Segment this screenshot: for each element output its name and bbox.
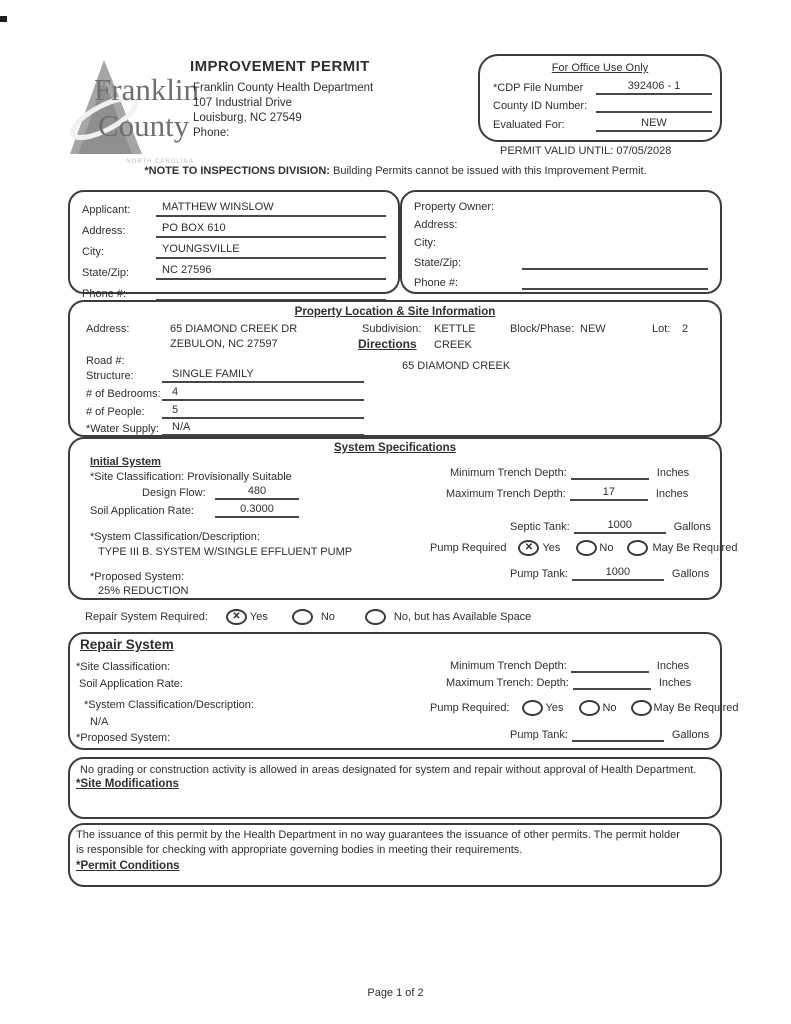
permit-conditions-line2: is responsible for checking with appropriate governing bodies in meeting their requirements. [76,844,523,856]
repair-soil-rate-label: Soil Application Rate: [79,678,183,690]
property-section-header: Property Location & Site Information [294,306,496,318]
property-address-line1: 65 DIAMOND CREEK DR [170,323,298,335]
owner-address-label: Address: [414,219,458,231]
repair-required-row [85,609,531,625]
logo-text-franklin: Franklin [94,72,200,107]
max-trench-unit: Inches [655,488,689,500]
repair-system-classification-label: *System Classification/Description: [84,699,254,711]
applicant-section [68,190,400,300]
min-trench-unit: Inches [656,467,690,479]
owner-row [414,237,708,250]
repair-pump-tank-value [572,727,664,742]
scan-artifact [0,16,7,22]
evaluated-for-label: Evaluated For: [493,119,565,131]
lot-label: Lot: [652,323,671,335]
owner-row [414,201,708,214]
county-id-label: County ID Number: [493,100,588,112]
permit-conditions-heading: *Permit Conditions [76,860,180,872]
repair-pump-tank-label: Pump Tank: [510,729,568,741]
repair-pump-required-row [430,700,739,716]
repair-pump-tank-unit: Gallons [671,729,710,741]
repair-system-section [68,632,739,750]
repair-pump-maybe-label: May Be Required [653,701,739,714]
people-value: 5 [162,404,364,419]
block-phase-value: NEW [580,323,606,335]
repair-min-trench-unit: Inches [656,660,690,672]
applicant-value: MATTHEW WINSLOW [156,201,386,217]
repair-pump-no-label: No [602,701,617,714]
applicant-statezip-value: NC 27596 [156,264,386,280]
page-title: IMPROVEMENT PERMIT [190,58,370,75]
design-flow-label: Design Flow: [142,487,206,499]
system-specifications-section [68,437,738,600]
proposed-system-label: *Proposed System: [90,571,185,583]
road-number-label: Road #: [86,355,125,367]
people-label: # of People: [86,406,145,418]
repair-required-yes-label: Yes [249,610,268,623]
pump-no-label: No [599,541,614,554]
pump-yes-radio [518,540,539,556]
repair-min-trench-value [571,658,649,673]
pump-required-row [430,540,737,556]
max-trench-value: 17 [570,486,648,501]
system-classification-value: TYPE III B. SYSTEM W/SINGLE EFFLUENT PUMP [98,546,353,558]
septic-tank-unit: Gallons [673,521,712,533]
repair-system-heading: Repair System [80,637,174,652]
pump-tank-value: 1000 [572,566,664,581]
directions-label: Directions [358,337,417,351]
evaluated-for-value: NEW [596,117,712,132]
owner-blank [510,237,708,250]
pump-maybe-radio [627,540,648,556]
permit-valid-until: PERMIT VALID UNTIL: 07/05/2028 [500,145,672,157]
owner-label: Property Owner: [414,201,495,213]
inspections-note-text: Building Permits cannot be issued with this Improvement Permit. [329,165,647,177]
bedrooms-value: 4 [162,386,364,401]
initial-system-heading: Initial System [90,456,161,468]
pump-yes-label: Yes [542,541,561,554]
repair-pump-yes-label: Yes [545,701,564,714]
owner-phone-label: Phone #: [414,277,459,289]
subdivision-label: Subdivision: [362,323,422,335]
inspections-note-label: *NOTE TO INSPECTIONS DIVISION: [144,165,330,177]
logo-triangle-graphic [64,56,202,170]
bedrooms-label: # of Bedrooms: [86,388,161,400]
phone-label: Phone: [193,127,230,139]
min-trench-row [450,465,689,480]
permit-conditions-line1: The issuance of this permit by the Health Department in no way guarantees the issuance of other permits. The permit holder [76,829,680,841]
site-modifications-text: No grading or construction activity is allowed in areas designated for system and repair without approval of Health Department. [80,764,697,776]
repair-required-space-label: No, but has Available Space [393,610,532,623]
design-flow-row [142,485,299,500]
owner-phone-line [522,275,708,290]
site-classification-text: *Site Classification: Provisionally Suitable [90,471,292,483]
repair-pump-tank-row [510,727,709,742]
franklin-county-logo [64,56,202,174]
applicant-address-label: Address: [82,225,126,237]
applicant-row [82,201,386,217]
applicant-row [82,264,386,280]
lot-value: 2 [682,323,689,335]
repair-min-trench-label: Minimum Trench Depth: [450,660,567,672]
repair-pump-maybe-radio [631,700,652,716]
office-use-title: For Office Use Only [551,62,649,74]
pump-tank-unit: Gallons [671,568,710,580]
repair-required-no-radio [292,609,313,625]
repair-required-yes-radio [226,609,247,625]
system-section-header: System Specifications [333,442,457,454]
repair-pump-no-radio [579,700,600,716]
min-trench-value [571,465,649,480]
applicant-phone-value [156,285,386,301]
pump-tank-row [510,566,709,581]
applicant-city-label: City: [82,246,104,258]
septic-tank-row [510,519,711,534]
max-trench-label: Maximum Trench Depth: [446,488,566,500]
applicant-label: Applicant: [82,204,131,216]
property-owner-section [400,190,722,294]
repair-min-trench-row [450,658,689,673]
property-location-section [68,300,722,437]
repair-required-no-label: No [320,610,335,623]
applicant-row [82,222,386,238]
site-modifications-heading: *Site Modifications [76,778,179,790]
owner-row [414,275,708,290]
soil-rate-row [90,503,299,518]
applicant-address-value: PO BOX 610 [156,222,386,238]
cdp-file-number-value: 392406 - 1 [596,80,712,95]
owner-city-label: City: [414,237,436,249]
repair-max-trench-label: Maximum Trench: Depth: [446,677,569,689]
department-street: 107 Industrial Drive [193,97,293,109]
applicant-statezip-label: State/Zip: [82,267,130,279]
owner-row [414,255,708,270]
repair-system-classification-value: N/A [90,716,109,728]
soil-rate-label: Soil Application Rate: [90,505,194,517]
system-classification-label: *System Classification/Description: [90,531,260,543]
department-name: Franklin County Health Department [193,82,374,94]
water-supply-value: N/A [162,421,364,436]
directions-value: 65 DIAMOND CREEK [402,360,511,372]
owner-statezip-label: State/Zip: [414,257,462,269]
department-city: Louisburg, NC 27549 [193,112,302,124]
proposed-system-value: 25% REDUCTION [98,585,189,597]
repair-max-trench-row [446,675,691,690]
pump-tank-label: Pump Tank: [510,568,568,580]
structure-value: SINGLE FAMILY [162,368,364,383]
max-trench-row [446,486,688,501]
repair-max-trench-value [573,675,651,690]
applicant-row [82,243,386,259]
county-id-value [596,98,712,113]
design-flow-value: 480 [215,485,299,500]
permit-conditions-section [68,823,722,887]
logo-text-county: County [98,108,190,143]
pump-maybe-label: May Be Required [652,541,738,554]
structure-label: Structure: [86,370,134,382]
site-modifications-section [68,757,722,819]
owner-statezip-line [522,255,708,270]
repair-max-trench-unit: Inches [658,677,692,689]
block-phase-label: Block/Phase: [510,323,575,335]
min-trench-label: Minimum Trench Depth: [450,467,567,479]
repair-required-label: Repair System Required: [85,610,208,623]
property-address-label: Address: [86,323,130,335]
septic-tank-label: Septic Tank: [510,521,570,533]
applicant-city-value: YOUNGSVILLE [156,243,386,259]
page-number: Page 1 of 2 [367,987,424,999]
pump-no-radio [576,540,597,556]
office-use-box [478,54,722,142]
logo-subtext: NORTH CAROLINA [126,159,194,165]
owner-blank [510,201,708,214]
owner-row [414,219,708,232]
repair-pump-yes-radio [522,700,543,716]
septic-tank-value: 1000 [574,519,666,534]
repair-proposed-system-label: *Proposed System: [76,732,171,744]
water-supply-label: *Water Supply: [86,423,159,435]
repair-required-space-radio [365,609,386,625]
pump-required-label: Pump Required [430,541,507,554]
owner-blank [510,219,708,232]
subdivision-value: KETTLE [434,323,476,335]
applicant-row [82,285,386,301]
repair-site-classification-label: *Site Classification: [76,661,171,673]
repair-pump-required-label: Pump Required: [430,701,510,714]
soil-rate-value: 0.3000 [215,503,299,518]
subdivision-value-line2: CREEK [434,339,472,351]
applicant-phone-label: Phone #: [82,288,127,300]
property-address-line2: ZEBULON, NC 27597 [170,338,278,350]
inspections-note [0,164,791,178]
cdp-file-number-label: *CDP File Number [493,82,584,94]
